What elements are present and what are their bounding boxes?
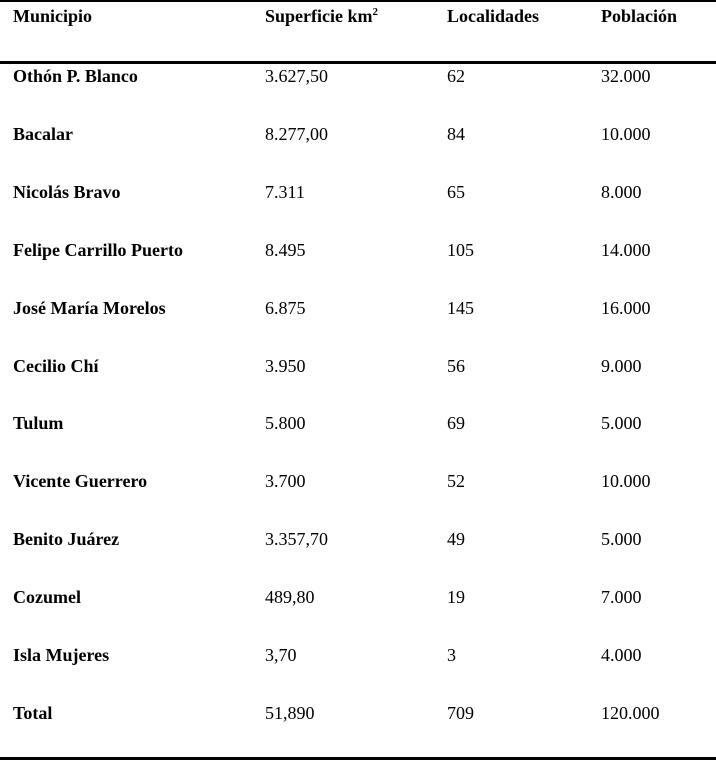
cell-municipio: José María Morelos: [13, 298, 166, 318]
table-row: [0, 413, 716, 433]
header-municipio: Municipio: [13, 6, 93, 26]
cell-localidades: 709: [447, 703, 474, 723]
table-header-rule: [0, 61, 716, 64]
cell-superficie: 3.950: [265, 356, 306, 376]
table-row: [0, 587, 716, 607]
header-superficie: [265, 6, 378, 26]
cell-poblacion: 9.000: [601, 356, 642, 376]
cell-localidades: 49: [447, 529, 465, 549]
cell-superficie: 7.311: [265, 182, 305, 202]
cell-poblacion: 4.000: [601, 645, 642, 665]
header-localidades: Localidades: [447, 6, 540, 26]
table-row: [0, 703, 716, 723]
cell-poblacion: 10.000: [601, 471, 651, 491]
cell-superficie: 489,80: [265, 587, 315, 607]
cell-poblacion: 32.000: [601, 66, 651, 86]
cell-municipio: Cecilio Chí: [13, 356, 99, 376]
cell-municipio: Othón P. Blanco: [13, 66, 138, 86]
cell-municipio: Bacalar: [13, 124, 73, 144]
cell-superficie: 3.700: [265, 471, 306, 491]
table-row: [0, 471, 716, 491]
cell-localidades: 52: [447, 471, 465, 491]
cell-superficie: 3.627,50: [265, 66, 328, 86]
cell-poblacion: 120.000: [601, 703, 660, 723]
cell-poblacion: 10.000: [601, 124, 651, 144]
cell-superficie: 3,70: [265, 645, 297, 665]
cell-superficie: 6.875: [265, 298, 306, 318]
cell-poblacion: 14.000: [601, 240, 651, 260]
cell-municipio: Felipe Carrillo Puerto: [13, 240, 183, 260]
cell-superficie: 8.277,00: [265, 124, 328, 144]
table-row: [0, 356, 716, 376]
header-poblacion: Población: [601, 6, 678, 26]
table-row: [0, 298, 716, 318]
table-row: [0, 529, 716, 549]
cell-poblacion: 16.000: [601, 298, 651, 318]
table-row: [0, 182, 716, 202]
cell-municipio: Nicolás Bravo: [13, 182, 121, 202]
cell-localidades: 69: [447, 413, 465, 433]
cell-superficie: 51,890: [265, 703, 315, 723]
cell-poblacion: 5.000: [601, 413, 642, 433]
table-row: [0, 240, 716, 260]
header-superficie-superscript: 2: [372, 6, 378, 18]
cell-localidades: 84: [447, 124, 465, 144]
cell-localidades: 19: [447, 587, 465, 607]
cell-localidades: 65: [447, 182, 465, 202]
header-superficie-label: Superficie km: [265, 6, 373, 26]
cell-municipio: Vicente Guerrero: [13, 471, 148, 491]
cell-municipio: Benito Juárez: [13, 529, 120, 549]
table-row: [0, 66, 716, 86]
cell-poblacion: 5.000: [601, 529, 642, 549]
cell-poblacion: 8.000: [601, 182, 642, 202]
cell-localidades: 62: [447, 66, 465, 86]
cell-localidades: 56: [447, 356, 465, 376]
table-header-row: [0, 0, 716, 40]
cell-localidades: 105: [447, 240, 474, 260]
cell-localidades: 3: [447, 645, 456, 665]
cell-localidades: 145: [447, 298, 474, 318]
cell-poblacion: 7.000: [601, 587, 642, 607]
cell-municipio: Isla Mujeres: [13, 645, 110, 665]
table-bottom-rule: [0, 757, 716, 760]
table-row: [0, 124, 716, 144]
cell-superficie: 5.800: [265, 413, 306, 433]
cell-municipio: Tulum: [13, 413, 64, 433]
cell-superficie: 3.357,70: [265, 529, 328, 549]
table-row: [0, 645, 716, 665]
cell-municipio: Cozumel: [13, 587, 81, 607]
cell-municipio: Total: [13, 703, 53, 723]
cell-superficie: 8.495: [265, 240, 306, 260]
